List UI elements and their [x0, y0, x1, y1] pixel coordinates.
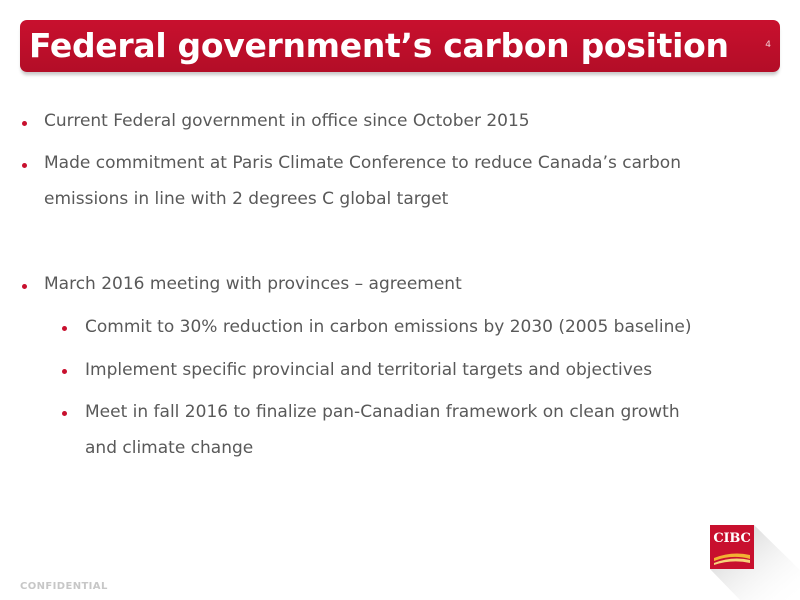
sub-bullet-item: Meet in fall 2016 to finalize pan-Canadian framework on clean growth — [85, 402, 680, 422]
slide-title: Federal government’s carbon position — [29, 26, 729, 65]
logo-text: CIBC — [713, 531, 751, 546]
bullet-item: Current Federal government in office since October 2015 — [44, 111, 530, 131]
bullet-dot-icon — [22, 163, 27, 168]
sub-bullet-dot-icon — [62, 326, 67, 331]
bullet-dot-icon — [22, 121, 27, 126]
confidential-label: CONFIDENTIAL — [20, 581, 108, 592]
bullet-item: Made commitment at Paris Climate Conference to reduce Canada’s carbon — [44, 153, 681, 173]
sub-bullet-dot-icon — [62, 411, 67, 416]
sub-bullet-item: Implement specific provincial and territorial targets and objectives — [85, 360, 653, 380]
bullet-dot-icon — [22, 284, 27, 289]
sub-bullet-item-continuation: and climate change — [85, 438, 254, 458]
slide-number: 4 — [765, 40, 771, 50]
bullet-item: March 2016 meeting with provinces – agreement — [44, 274, 462, 294]
sub-bullet-item: Commit to 30% reduction in carbon emissions by 2030 (2005 baseline) — [85, 317, 692, 337]
cibc-logo — [700, 520, 800, 600]
bullet-item-continuation: emissions in line with 2 degrees C global target — [44, 189, 449, 209]
sub-bullet-dot-icon — [62, 369, 67, 374]
